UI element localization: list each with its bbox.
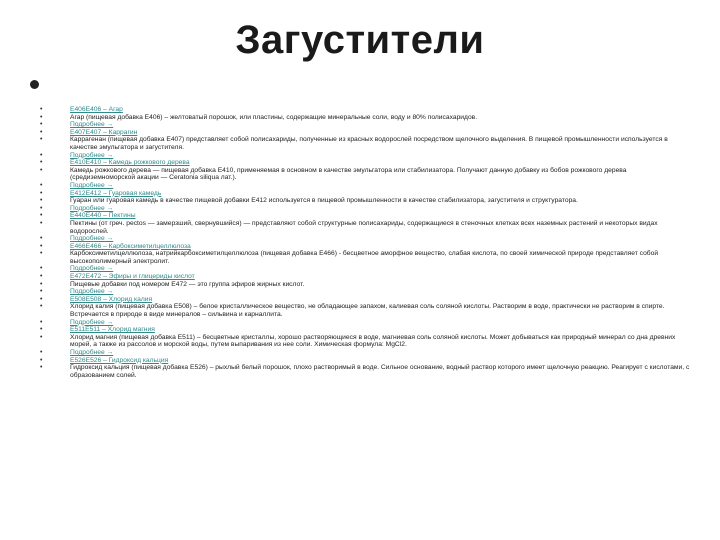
additive-link[interactable]: E511E511 – Хлорид магния bbox=[70, 326, 155, 334]
list-item bbox=[40, 250, 692, 265]
additive-link[interactable]: Подробнее → bbox=[70, 235, 114, 243]
additive-link[interactable]: Подробнее → bbox=[70, 181, 114, 189]
additive-link[interactable]: E508E508 – Хлорид калия bbox=[70, 295, 153, 303]
additive-description: Карбоксиметилцеллюлоза, натрийкарбоксиметилцеллюлоза (пищевая добавка E466) - бесцветное аморфное вещество, слабая кислота, по своей химической природе представляет собой высокополимерный электролит. bbox=[70, 250, 659, 265]
additive-description: Гидроксид кальция (пищевая добавка E526) – рыхлый белый порошок, плохо растворимый в воде. Сильное основание, водный раствор которого имеет щелочную реакцию. Реагирует с кислотами, с образованием солей. bbox=[70, 364, 690, 379]
list-item-link bbox=[40, 265, 692, 273]
additive-link[interactable]: E472E472 – Эфиры и глицериды кислот bbox=[70, 273, 195, 281]
list-item-link bbox=[40, 349, 692, 357]
list-item-link bbox=[40, 121, 692, 129]
list-item-link bbox=[40, 319, 692, 327]
list-item bbox=[40, 220, 692, 235]
additive-description: Гуаран или гуаровая камедь в качестве пищевой добавки E412 используется в пищевой промышленности в качестве стабилизатора, загустителя и структуратора. bbox=[70, 197, 578, 205]
list-item bbox=[40, 197, 692, 205]
page-title: Загустители bbox=[235, 18, 485, 62]
main-bullet-icon bbox=[30, 80, 39, 89]
additive-description: Пектины (от греч. pectos — замерзший, свернувшийся) — представляют собой структурные полисахариды, содержащиеся в стеночных клетках всех наземных растений и некоторых видах водорослей. bbox=[70, 219, 658, 235]
additive-description: Камедь рожкового дерева — пищевая добавка E410, применяемая в основном в качестве эмульгатора или стабилизатора. Получают данную добавку из бобов рожкового дерева (средиземноморской акации — Ceratonia siliqua лат.). bbox=[70, 166, 627, 182]
list-item-link bbox=[40, 273, 692, 281]
list-item bbox=[40, 281, 692, 289]
additive-link[interactable]: E410E410 – Камедь рожкового дерева bbox=[70, 159, 190, 167]
additive-link[interactable]: E440E440 – Пектины bbox=[70, 212, 136, 220]
additive-link[interactable]: Подробнее → bbox=[70, 265, 114, 273]
list-item bbox=[40, 136, 692, 151]
list-item bbox=[40, 114, 692, 122]
additive-description: Агар (пищевая добавка E406) – желтоватый порошок, или пластины, содержащие минеральные соли, воду и 80% полисахаридов. bbox=[70, 113, 478, 121]
additive-description: Каррагенан (пищевая добавка E407) представляет собой полисахариды, полученные из красных водорослей посредством щелочного выделения. В пищевой промышленности используется в качестве эмульгатора и загустителя. bbox=[70, 136, 668, 151]
list-item-link bbox=[40, 288, 692, 296]
list-item-link bbox=[40, 190, 692, 198]
list-item-link bbox=[40, 212, 692, 220]
list-item bbox=[40, 334, 692, 349]
list-item bbox=[40, 167, 692, 182]
list-item bbox=[40, 303, 692, 318]
additive-link[interactable]: Подробнее → bbox=[70, 151, 114, 159]
additive-link[interactable]: E412E412 – Гуаровая камедь bbox=[70, 189, 162, 197]
list-item-link bbox=[40, 326, 692, 334]
additive-link[interactable]: Подробнее → bbox=[70, 349, 114, 356]
list-item-link bbox=[40, 106, 692, 114]
additive-link[interactable]: E466E466 – Карбоксиметилцеллюлоза bbox=[70, 242, 191, 250]
additive-list bbox=[40, 106, 692, 379]
additive-link[interactable]: Подробнее → bbox=[70, 204, 114, 212]
additive-description: Хлорид магния (пищевая добавка E511) – бесцветные кристаллы, хорошо растворяющиеся в воде, магниевая соль соляной кислоты. Может добываться как природный минерал со дна древних морей, а также из рассолов и морской воды, путем выпаривания из нее соли. Химическая формула: MgCl2. bbox=[70, 333, 676, 349]
additive-link[interactable]: Подробнее → bbox=[70, 318, 114, 326]
additive-description: Хлорид калия (пищевая добавка E508) – белое кристаллическое вещество, не обладающее запахом, калиевая соль соляной кислоты. Растворим в воде, практически не растворим в спирте. Встречается в природе в виде минералов – сильвина и карналлита. bbox=[70, 303, 665, 319]
additive-link[interactable]: E407E407 – Каррагин bbox=[70, 128, 138, 136]
list-item-link bbox=[40, 235, 692, 243]
additive-link[interactable]: Подробнее → bbox=[70, 288, 114, 296]
list-item-link bbox=[40, 152, 692, 160]
list-item-link bbox=[40, 182, 692, 190]
additive-link[interactable]: E526E526 – Гидроксид кальция bbox=[70, 356, 169, 364]
additive-description: Пищевые добавки под номером E472 — это группа эфиров жирных кислот. bbox=[70, 280, 305, 288]
list-item bbox=[40, 364, 692, 379]
list-item-link bbox=[40, 205, 692, 213]
additive-link[interactable]: Подробнее → bbox=[70, 121, 114, 129]
additive-link[interactable]: E406E406 – Агар bbox=[70, 106, 123, 113]
list-item-link bbox=[40, 159, 692, 167]
